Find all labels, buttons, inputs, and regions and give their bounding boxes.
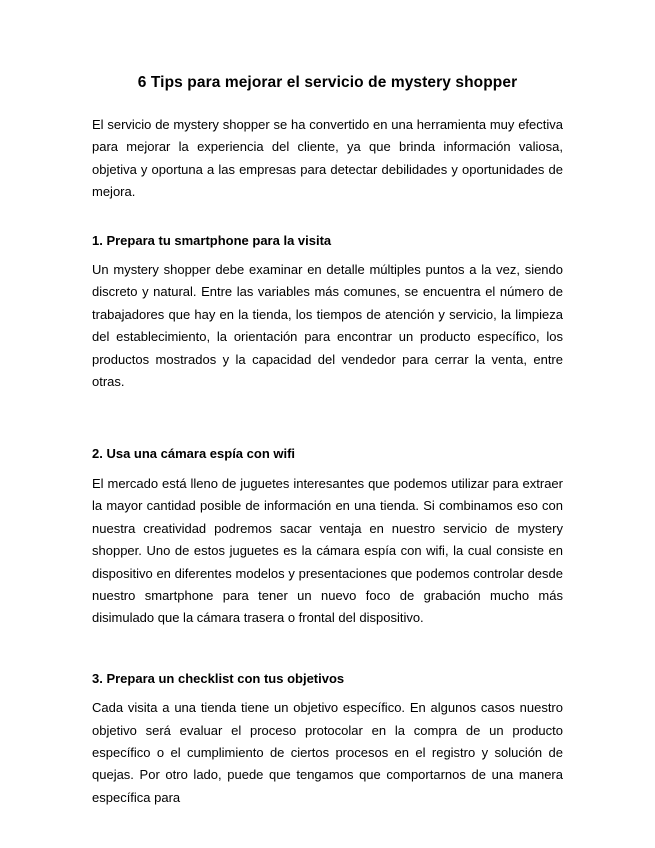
section-2 <box>92 443 563 629</box>
section-2-paragraph: El mercado está lleno de juguetes interesantes que podemos utilizar para extraer la mayor cantidad posible de información en una tienda. Si combinamos eso con nuestra creatividad podremos sacar ventaja en nuestro servicio de mystery shopper. Uno de estos juguetes es la cámara espía con wifi, la cual consiste en dispositivo en diferentes modelos y presentaciones que podemos controlar desde nuestro smartphone para tener un nuevo foco de grabación mucho más disimulado que la cámara trasera o frontal del dispositivo. <box>92 475 563 626</box>
section-1-heading: 1. Prepara tu smartphone para la visita <box>92 232 332 248</box>
section-1 <box>92 230 563 394</box>
intro-paragraph: El servicio de mystery shopper se ha convertido en una herramienta muy efectiva para mejorar la experiencia del cliente, ya que brinda información valiosa, objetiva y oportuna a las empresas para detectar debilidades y oportunidades de mejora. <box>92 117 563 200</box>
section-3-heading: 3. Prepara un checklist con tus objetivos <box>92 670 345 686</box>
section-2-heading: 2. Usa una cámara espía con wifi <box>92 446 296 462</box>
section-3 <box>92 668 563 809</box>
document-title: 6 Tips para mejorar el servicio de mystery shopper <box>137 74 518 91</box>
section-3-paragraph: Cada visita a una tienda tiene un objetivo específico. En algunos casos nuestro objetivo será evaluar el proceso protocolar en la compra de un producto específico o el cumplimiento de ciertos procesos en el registro y solución de quejas. Por otro lado, puede que tengamos que comportarnos de una manera específica para <box>92 700 563 805</box>
section-1-paragraph: Un mystery shopper debe examinar en detalle múltiples puntos a la vez, siendo discreto y natural. Entre las variables más comunes, se encuentra el número de trabajadores que hay en la tienda, los tiempos de atención y servicio, la limpieza del establecimiento, la orientación para encontrar un producto específico, los productos mostrados y la capacidad del vendedor para cerrar la venta, entre otras. <box>92 262 563 390</box>
